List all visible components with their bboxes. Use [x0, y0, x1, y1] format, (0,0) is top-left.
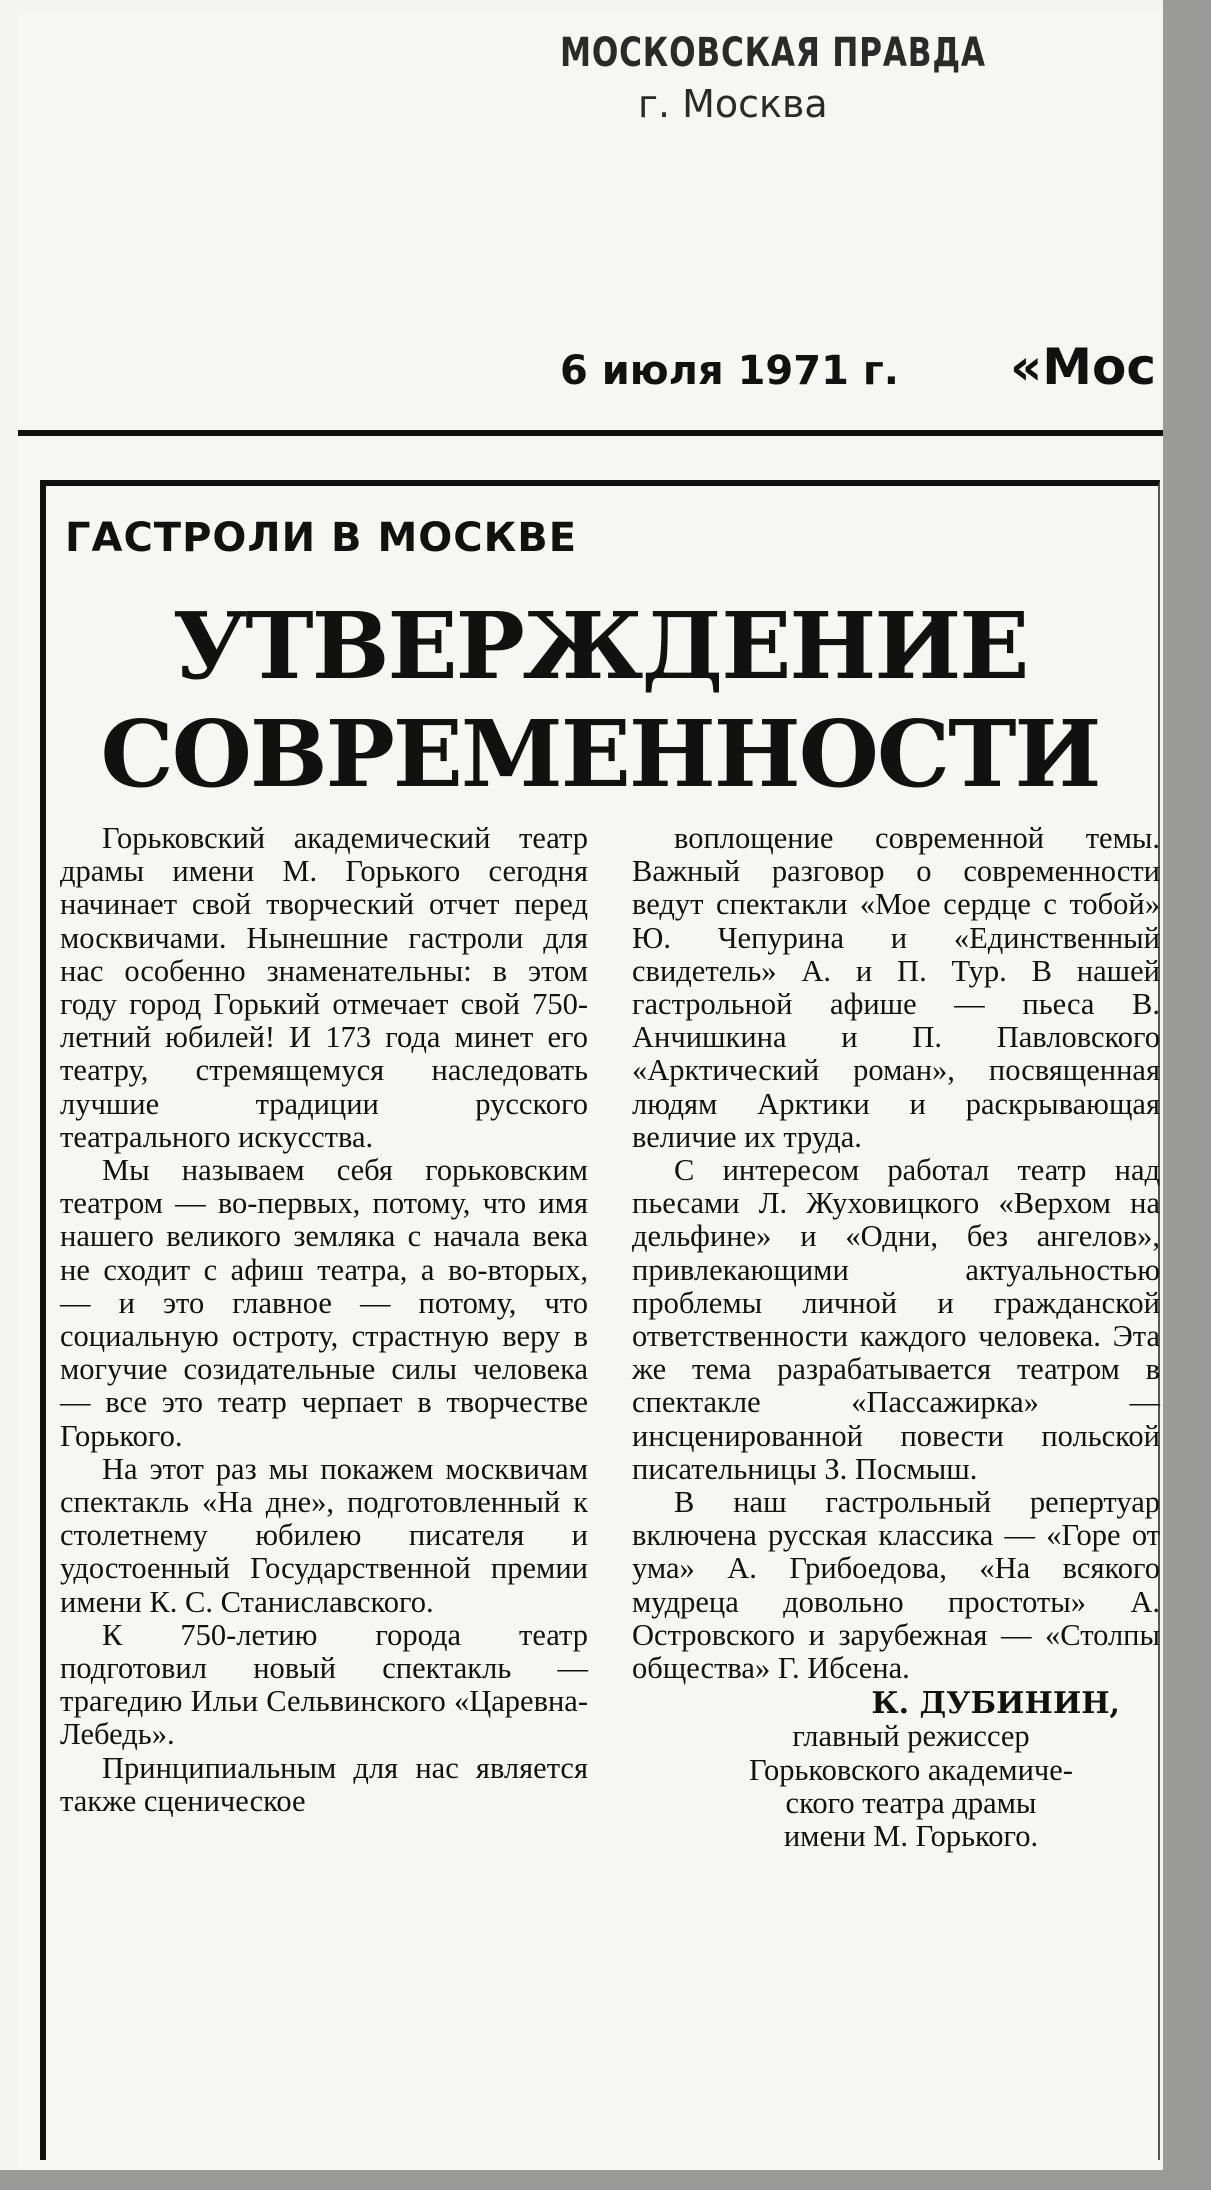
- article-paragraph: В наш гастрольный репертуар включена русская классика — «Горе от ума» А. Грибоедова, «На всякого мудреца довольно простоты» А. Островского и зарубежная — «Столпы общества» Г. Ибсена.: [632, 1485, 1160, 1686]
- article-paragraph: Мы называем себя горьковским театром — во-первых, потому, что имя нашего великого земляка с начала века не сходит с афиш театра, а во-вторых, — и это главное — потому, что социальную остроту, страстную веру в могучие созидательные силы человека — все это театр черпает в творчестве Горького.: [60, 1153, 588, 1453]
- article-paragraph: На этот раз мы покажем москвичам спектакль «На дне», подготовленный к столетнему юбилею писателя и удостоенный Государственной премии имени К. С. Станиславского.: [60, 1451, 588, 1619]
- article-rubric: ГАСТРОЛИ В МОСКВЕ: [65, 515, 578, 561]
- author-title-line: имени М. Горького.: [783, 1819, 1039, 1854]
- article-column-right: [632, 822, 1160, 1853]
- article-headline-line1: УТВЕРЖДЕНИЕ: [172, 592, 1028, 700]
- newspaper-stamp: [560, 30, 986, 126]
- article-headline-line2: СОВРЕМЕННОСТИ: [100, 700, 1100, 808]
- article-paragraph: К 750-летию города театр подготовил новый спектакль — трагедию Ильи Сельвинского «Царевна-Лебедь».: [60, 1617, 588, 1752]
- publication-date: 6 июля 1971 г.: [560, 348, 899, 394]
- article-paragraph: воплощение современной темы. Важный разговор о современности ведут спектакли «Мое сердце с тобой» Ю. Чепурина и «Единственный свидетель» А. и П. Тур. В нашей гастрольной афише — пьеса В. Анчишкина и П. Павловского «Арктический роман», посвященная людям Арктики и раскрывающая величие их труда.: [632, 821, 1160, 1154]
- author-signature: [632, 1687, 1160, 1853]
- masthead-fragment: «Мос: [1010, 338, 1157, 396]
- author-title-line: ского театра драмы: [785, 1785, 1037, 1820]
- author-title-line: главный режиссер: [792, 1719, 1030, 1754]
- stamp-newspaper-name: МОСКОВСКАЯ ПРАВДА: [560, 30, 986, 76]
- article-paragraph: С интересом работал театр над пьесами Л. Жуховицкого «Верхом на дельфине» и «Одни, без ангелов», привлекающими актуальностью проблемы личной и гражданской ответственности каждого человека. Эта же тема разрабатывается театром в спектакле «Пассажирка» — инсценированной повести польской писательницы З. Посмыш.: [632, 1153, 1160, 1486]
- stamp-city: г. Москва: [638, 82, 828, 126]
- scan-background-edge-bottom: [0, 2170, 1211, 2190]
- scan-background-edge: [1163, 0, 1211, 2190]
- author-title-line: Горьковского академиче-: [749, 1752, 1073, 1787]
- article-paragraph: Горьковский академический театр драмы имени М. Горького сегодня начинает свой творческий отчет перед москвичами. Нынешние гастроли для нас особенно знаменательны: в этом году город Горький отмечает свой 750-летний юбилей! И 173 года минет его театру, стремящемуся наследовать лучшие традиции русского театрального искусства.: [60, 821, 588, 1154]
- article-column-left: [60, 822, 588, 1818]
- author-name: К. ДУБИНИН,: [871, 1686, 1120, 1722]
- article-paragraph: Принципиальным для нас является также сценическое: [60, 1750, 588, 1818]
- header-rule: [18, 430, 1163, 436]
